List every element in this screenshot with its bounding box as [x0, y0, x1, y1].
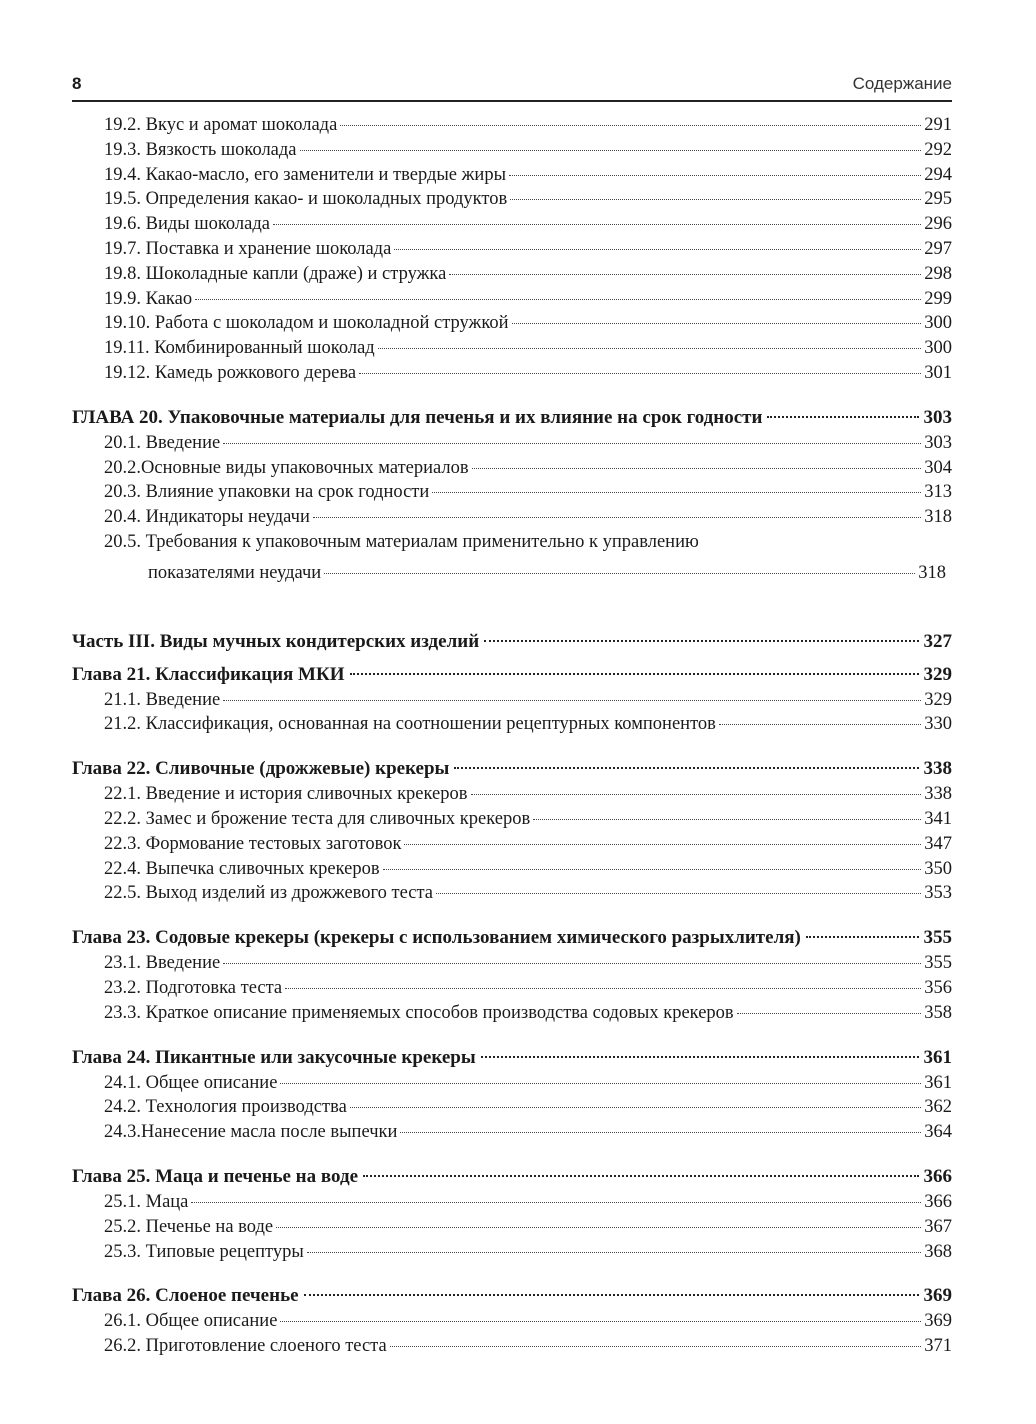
toc-section-ch26 [72, 1282, 952, 1359]
toc-chapter-heading[interactable]: Глава 22. Сливочные (дрожжевые) крекеры 338 [72, 758, 952, 780]
running-title: Содержание [852, 74, 952, 93]
toc-entry[interactable]: 25.1. Маца 366 [104, 1191, 952, 1212]
toc-entry[interactable]: 19.11. Комбинированный шоколад 300 [104, 338, 952, 359]
page-number: 8 [72, 74, 82, 93]
toc-entry[interactable]: 19.2. Вкус и аромат шоколада 291 [104, 115, 952, 135]
toc-section-ch22 [72, 755, 952, 906]
toc-entry[interactable]: 19.5. Определения какао- и шоколадных продуктов 295 [104, 189, 952, 210]
toc-entry[interactable]: 19.6. Виды шоколада 296 [104, 214, 952, 235]
toc-section-ch20 [72, 404, 952, 586]
toc-entry[interactable]: 24.1. Общее описание 361 [104, 1072, 952, 1093]
toc-entry[interactable]: 19.10. Работа с шоколадом и шоколадной стружкой 300 [104, 313, 952, 334]
toc-entry[interactable]: 19.4. Какао-масло, его заменители и твердые жиры 294 [104, 164, 952, 185]
toc-chapter-heading[interactable]: Глава 23. Содовые крекеры (крекеры с использованием химического разрыхлителя) 355 [72, 927, 952, 949]
toc-entry[interactable]: 25.3. Типовые рецептуры 368 [104, 1241, 952, 1262]
toc-entry[interactable]: 19.12. Камедь рожкового дерева 301 [104, 362, 952, 383]
toc-entry[interactable]: 23.1. Введение 355 [104, 953, 952, 974]
toc-section-ch19 [72, 113, 952, 386]
toc-section-ch24 [72, 1044, 952, 1145]
toc-entry[interactable]: 22.2. Замес и брожение теста для сливочных крекеров 341 [104, 808, 952, 829]
toc-entry[interactable]: 22.3. Формование тестовых заготовок 347 [104, 833, 952, 854]
toc-entry[interactable]: 20.2.Основные виды упаковочных материалов 304 [104, 457, 952, 478]
toc-entry[interactable]: 19.8. Шоколадные капли (драже) и стружка 298 [104, 263, 952, 284]
toc-chapter-heading[interactable]: Глава 24. Пикантные или закусочные крекеры 361 [72, 1046, 952, 1068]
toc-entry[interactable]: 21.1. Введение 329 [104, 689, 952, 710]
toc-chapter-heading[interactable]: ГЛАВА 20. Упаковочные материалы для печенья и их влияние на срок годности 303 [72, 406, 952, 428]
header-divider [72, 100, 952, 102]
toc-entry[interactable]: 23.2. Подготовка теста 356 [104, 977, 952, 998]
running-header [72, 74, 952, 98]
toc-entry[interactable]: 25.2. Печенье на воде 367 [104, 1216, 952, 1237]
toc-entry[interactable]: 21.2. Классификация, основанная на соотношении рецептурных компонентов 330 [104, 714, 952, 735]
toc-section-ch21 [72, 661, 952, 738]
toc-entry[interactable]: 22.4. Выпечка сливочных крекеров 350 [104, 858, 952, 879]
toc-chapter-heading[interactable]: Глава 26. Слоеное печенье 369 [72, 1285, 952, 1307]
toc-entry[interactable]: 20.3. Влияние упаковки на срок годности 313 [104, 482, 952, 503]
toc-entry[interactable]: 26.2. Приготовление слоеного теста 371 [104, 1336, 952, 1357]
toc-entry-wrapped[interactable]: 20.5. Требования к упаковочным материалам применительно к управлению показателями неудачи 318 [104, 531, 946, 583]
toc-entry[interactable]: 22.1. Введение и история сливочных крекеров 338 [104, 784, 952, 805]
table-of-contents [72, 113, 952, 1359]
toc-entry[interactable]: 20.4. Индикаторы неудачи 318 [104, 507, 952, 528]
toc-entry[interactable]: 19.3. Вязкость шоколада 292 [104, 139, 952, 160]
toc-chapter-heading[interactable]: Глава 25. Маца и печенье на воде 366 [72, 1165, 952, 1187]
toc-entry[interactable]: 24.2. Технология производства 362 [104, 1097, 952, 1118]
toc-entry[interactable]: 20.1. Введение 303 [104, 432, 952, 453]
toc-entry[interactable]: 22.5. Выход изделий из дрожжевого теста 353 [104, 883, 952, 904]
toc-section-ch25 [72, 1163, 952, 1264]
toc-section-part3 [72, 628, 952, 655]
toc-chapter-heading[interactable]: Глава 21. Классификация МКИ 329 [72, 663, 952, 685]
toc-entry[interactable]: 19.7. Поставка и хранение шоколада 297 [104, 238, 952, 259]
toc-entry[interactable]: 19.9. Какао 299 [104, 288, 952, 309]
toc-section-ch23 [72, 924, 952, 1025]
toc-entry[interactable]: 24.3.Нанесение масла после выпечки 364 [104, 1122, 952, 1143]
toc-entry[interactable]: 23.3. Краткое описание применяемых способов производства содовых крекеров 358 [104, 1002, 952, 1023]
toc-entry[interactable]: 26.1. Общее описание 369 [104, 1311, 952, 1332]
toc-part-heading[interactable]: Часть III. Виды мучных кондитерских изделий 327 [72, 630, 952, 652]
